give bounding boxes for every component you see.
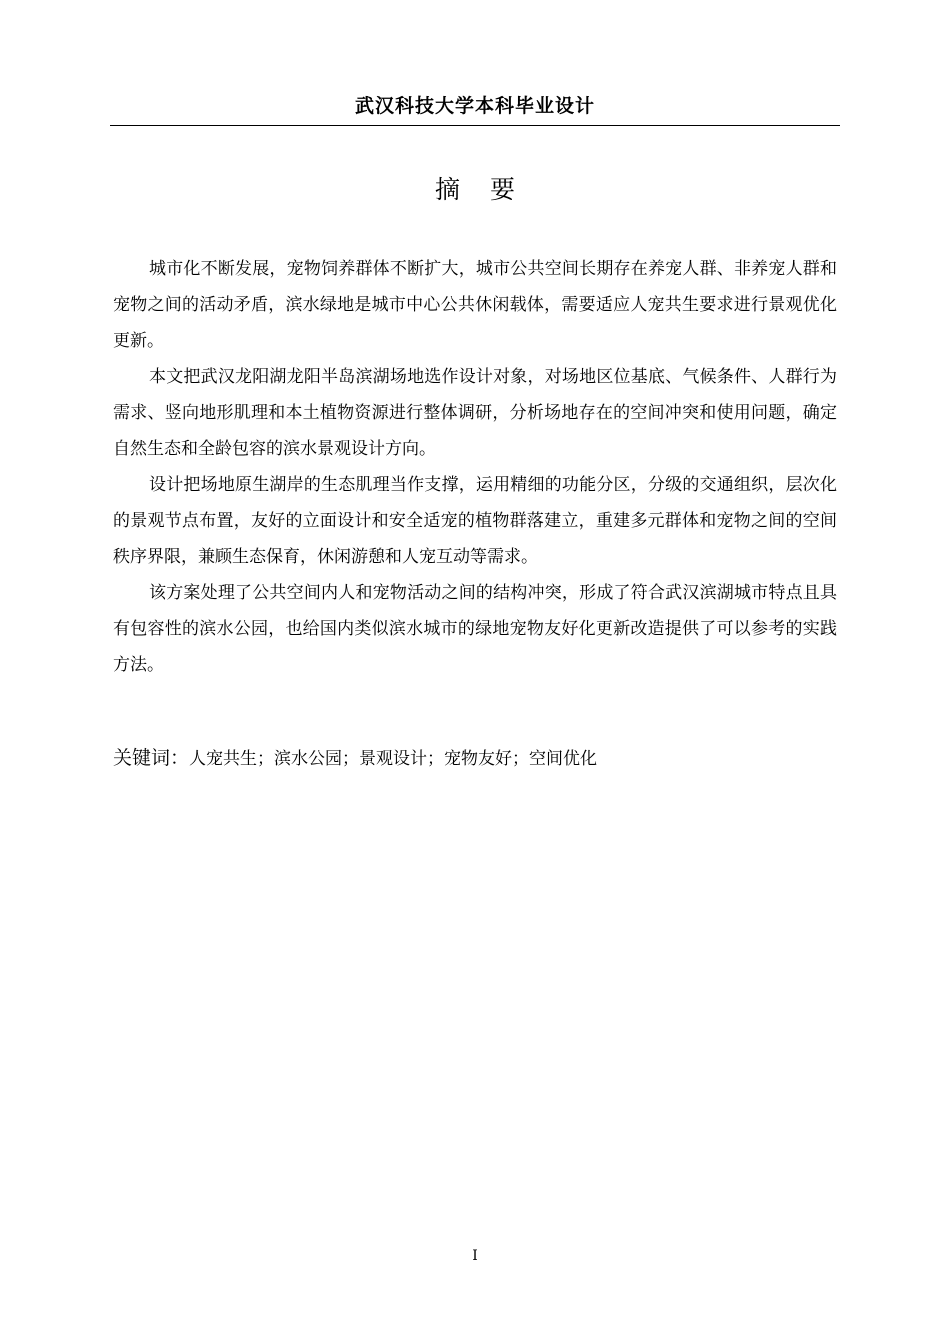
abstract-paragraph: 该方案处理了公共空间内人和宠物活动之间的结构冲突，形成了符合武汉滨湖城市特点且具有包容性的滨水公园，也给国内类似滨水城市的绿地宠物友好化更新改造提供了可以参考的实践方法。: [113, 583, 837, 675]
keywords-line: [113, 740, 837, 777]
abstract-body: [113, 251, 837, 683]
page-number: I: [472, 1248, 478, 1264]
running-header: 武汉科技大学本科毕业设计: [354, 95, 595, 117]
abstract-paragraph: 设计把场地原生湖岸的生态肌理当作支撑，运用精细的功能分区，分级的交通组织，层次化的景观节点布置，友好的立面设计和安全适宠的植物群落建立，重建多元群体和宠物之间的空间秩序界限，兼顾生态保育，休闲游憩和人宠互动等需求。: [113, 475, 837, 567]
header-rule: [110, 125, 840, 126]
abstract-title: 摘要: [434, 175, 545, 204]
abstract-paragraph: 本文把武汉龙阳湖龙阳半岛滨湖场地选作设计对象，对场地区位基底、气候条件、人群行为需求、竖向地形肌理和本土植物资源进行整体调研，分析场地存在的空间冲突和使用问题，确定自然生态和全龄包容的滨水景观设计方向。: [113, 367, 837, 459]
abstract-paragraph: 城市化不断发展，宠物饲养群体不断扩大，城市公共空间长期存在养宠人群、非养宠人群和宠物之间的活动矛盾，滨水绿地是城市中心公共休闲载体，需要适应人宠共生要求进行景观优化更新。: [113, 259, 837, 351]
keywords-label: 关键词：: [113, 747, 190, 769]
keywords-value: 人宠共生；滨水公园；景观设计；宠物友好；空间优化: [189, 749, 598, 769]
